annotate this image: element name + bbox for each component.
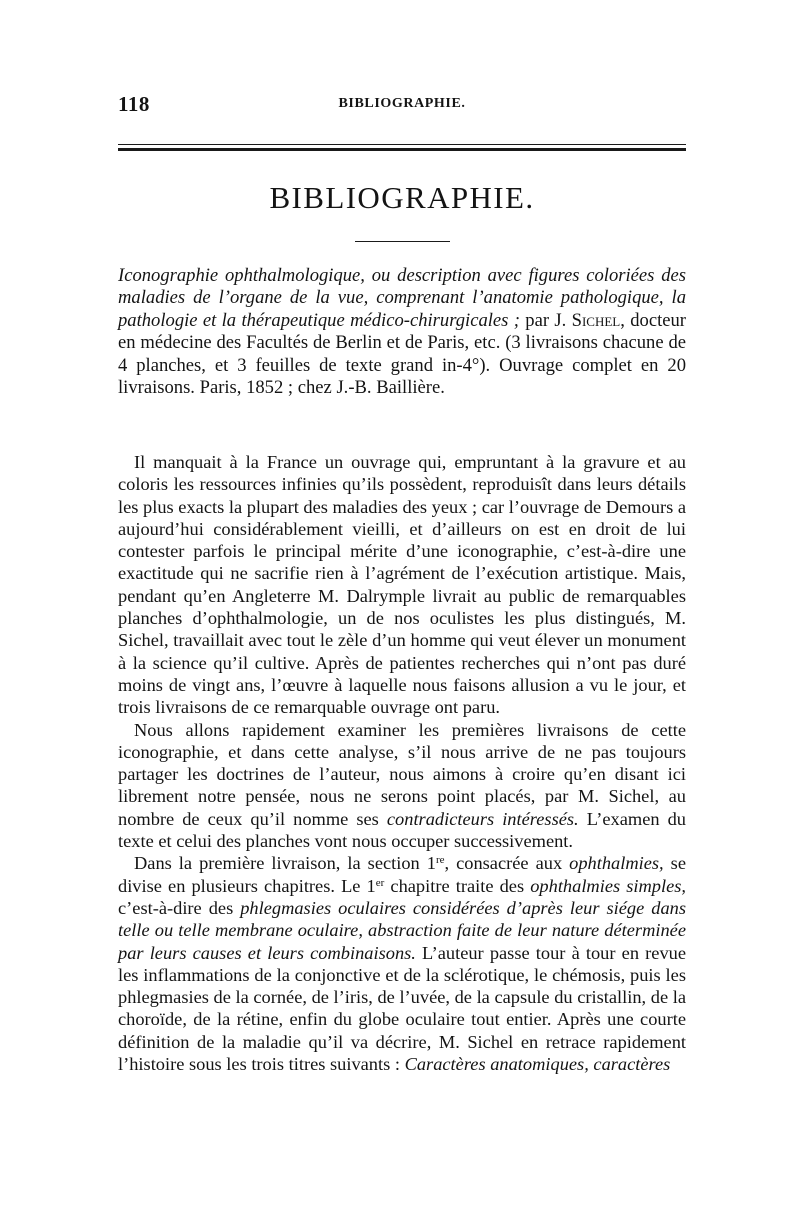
paragraph-3 (118, 852, 686, 1075)
paragraph-2-text-b: L’examen du texte et celui des planches vont nous occuper successivement. (118, 808, 686, 852)
paragraph-3-text-b: , consacrée aux (444, 853, 570, 874)
paragraph-3-text-e: c’est-à-dire des (118, 897, 241, 918)
paragraph-3-text-f: L’auteur passe tour à tour en revue les inflammations de la conjonctive et de la sclérotique, le chémosis, puis les phlegmasies de la cornée, de l’iris, de l’uvée, de la capsule du cristallin, de la choroïde, de la rétine, enfin du globe oculaire tout entier. Après une courte définition de la maladie qu’il va décrire, M. Sichel en retrace rapidement l’histoire sous les trois titres suivants : (118, 942, 686, 1075)
paragraph-2-text-a: Nous allons rapidement examiner les premières livraisons de cette iconographie, et dans cette analyse, s’il nous arrive de ne pas toujours partager les doctrines de l’auteur, nous aimons à croire qu’en disant ici librement notre pensée, nous ne serons point placés, par M. Sichel, au nombre de ceux qu’il nomme ses (118, 719, 686, 829)
citation-title: Iconographie ophthalmologique, ou description avec figures coloriées des maladies de l’organe de la vue, comprenant l’anatomie pathologique, la pathologie et la thérapeutique médico-chirurgicales ; (118, 265, 686, 331)
citation-by: par J. (519, 309, 572, 331)
running-head (118, 92, 686, 122)
paragraph-1: Il manquait à la France un ouvrage qui, empruntant à la gravure et au coloris les ressources infinies qu’ils possèdent, reproduisît dans leurs détails les plus exacts la plupart des maladies des yeux ; car l’ouvrage de Demours a aujourd’hui considérablement vieilli, et d’ailleurs on est en droit de lui contester parfois le principal mérite d’une iconographie, c’est-à-dire une exactitude qui ne sacrifie rien à l’agrément de l’exécution artistique. Mais, pendant qu’en Angleterre M. Dalrymple livrait au public de remarquables planches d’ophthalmologie, un de nos oculistes les plus distingués, M. Sichel, travaillait avec tout le zèle d’un homme qui veut élever un monument à la science qu’il cultive. Après de patientes recherches qui n’ont pas duré moins de vingt ans, l’œuvre à laquelle nous faisons allusion a vu le jour, et trois livraisons de ce remarquable ouvrage ont paru. (118, 452, 686, 718)
paragraph-3-text-d: chapitre traite des (384, 875, 531, 896)
paragraph-3-text-c: se divise en plusieurs chapitres. Le 1 (118, 853, 686, 896)
paragraph-3-sup-1: re (435, 854, 445, 867)
header-double-rule (118, 144, 686, 151)
running-title: BIBLIOGRAPHIE. (338, 96, 466, 111)
citation-author: Sichel (571, 309, 621, 331)
paragraph-3-italic-4: Caractères anatomiques, caractères (404, 1054, 671, 1075)
paragraph-2-italic: contradicteurs intéressés. (386, 808, 579, 829)
paragraph-3-text-a: Dans la première livraison, la section 1 (134, 853, 436, 874)
section-title: BIBLIOGRAPHIE. (269, 180, 535, 215)
paragraph-3-italic-3: phlegmasies oculaires considérées d’après leur siége dans telle ou telle membrane oculaire, abstraction faite de leur nature déterminée par leurs causes et leurs combinaisons. (118, 897, 686, 963)
paragraph-3-italic-2: ophthalmies simples, (530, 875, 687, 896)
paragraph-2 (118, 719, 686, 853)
citation-details: , docteur en médecine des Facultés de Berlin et de Paris, etc. (3 livraisons chacune de 4 planches, et 3 feuilles de texte grand in-4°). Ouvrage complet en 20 livraisons. Paris, 1852 ; chez J.-B. Baillière. (118, 309, 686, 399)
paragraph-3-sup-2: er (375, 876, 385, 889)
bibliographic-citation (118, 265, 686, 399)
page-number: 118 (118, 92, 150, 116)
paragraph-3-italic-1: ophthalmies, (569, 853, 664, 874)
article-body (118, 451, 686, 1075)
title-underline-rule (355, 241, 450, 242)
